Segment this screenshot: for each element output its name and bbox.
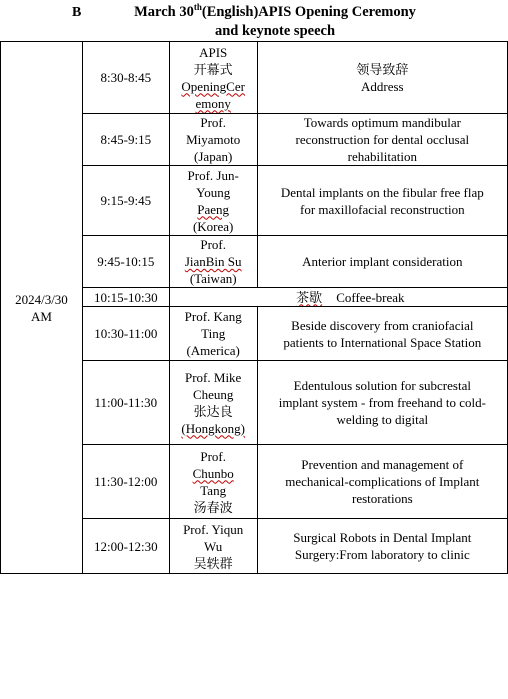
time-cell	[82, 236, 169, 288]
program-title	[100, 3, 450, 41]
topic-line: for maxillofacial reconstruction	[300, 201, 465, 217]
topic-cell	[257, 361, 507, 445]
speaker-line: Ting	[201, 326, 226, 341]
time-cell	[82, 166, 169, 236]
session-time: 9:15-9:45	[100, 193, 152, 208]
topic-line: Address	[361, 78, 404, 94]
topic-line: Dental implants on the fibular free flap	[280, 184, 484, 200]
speaker-cell	[169, 445, 257, 519]
speaker-cell	[169, 114, 257, 166]
title-text-post: (English)APIS Opening Ceremony	[201, 4, 416, 20]
time-cell	[82, 114, 169, 166]
topic-line: Beside discovery from craniofacial	[291, 317, 474, 333]
section-letter: B	[72, 5, 82, 20]
session-time: 11:00-11:30	[94, 395, 158, 410]
time-cell	[82, 42, 169, 114]
speaker-cell	[169, 307, 257, 361]
speaker-line: Prof.	[200, 115, 226, 130]
topic-line: patients to International Space Station	[283, 334, 482, 350]
date-value: 2024/3/30	[15, 291, 68, 307]
speaker-line: (Taiwan)	[189, 271, 237, 286]
topic-line: Anterior implant consideration	[302, 254, 463, 269]
topic-line: Edentulous solution for subcrestal	[293, 378, 471, 393]
speaker-line: Wu	[204, 538, 223, 554]
topic-line: reconstruction for dental occlusal	[295, 132, 470, 147]
topic-cell	[257, 166, 507, 236]
schedule-table	[0, 41, 508, 574]
speaker-line: Prof.	[200, 237, 226, 252]
title-ordinal-suffix: th	[193, 2, 202, 13]
speaker-line: 汤春波	[193, 499, 233, 515]
speaker-line: 吴轶群	[193, 555, 233, 571]
topic-cell	[257, 445, 507, 519]
session-time: 8:30-8:45	[100, 70, 152, 85]
speaker-line: (America)	[186, 343, 240, 358]
speaker-cell	[169, 166, 257, 236]
speaker-line: JianBin Su	[184, 254, 242, 269]
topic-line: Prevention and management of	[301, 457, 464, 472]
speaker-line: Cheung	[192, 386, 234, 402]
session-time: 10:30-11:00	[94, 326, 158, 341]
time-cell	[82, 361, 169, 445]
title-text-pre: March 30	[134, 4, 194, 20]
speaker-cell	[169, 236, 257, 288]
time-cell	[82, 307, 169, 361]
topic-cell	[257, 114, 507, 166]
topic-line: 领导致辞	[356, 61, 409, 77]
speaker-line: 开幕式	[193, 61, 233, 77]
topic-line: welding to digital	[336, 412, 429, 427]
time-cell	[82, 445, 169, 519]
session-time: 11:30-12:00	[94, 474, 158, 489]
topic-line: Surgical Robots in Dental Implant	[293, 530, 472, 545]
topic-line: restorations	[351, 491, 413, 506]
topic-cell	[257, 42, 507, 114]
speaker-line: Prof.	[200, 448, 226, 464]
break-time-cell	[82, 288, 169, 307]
break-label-cell	[169, 288, 507, 307]
speaker-line: (Japan)	[194, 149, 233, 164]
speaker-line: Prof. Mike	[185, 369, 242, 385]
speaker-line: Miyamoto	[186, 132, 241, 147]
speaker-line: emony	[195, 95, 231, 111]
date-period: AM	[30, 308, 52, 324]
speaker-cell	[169, 519, 257, 574]
speaker-line: Chunbo	[192, 465, 234, 481]
speaker-cell	[169, 361, 257, 445]
speaker-line: Prof. Yiqun	[183, 521, 244, 537]
session-row	[1, 42, 508, 114]
speaker-line: Paeng	[197, 201, 230, 217]
topic-line: mechanical-complications of Implant	[285, 474, 480, 489]
break-label-cn: 茶歇	[296, 289, 323, 305]
session-time: 8:45-9:15	[100, 132, 152, 147]
break-label-en: Coffee-break	[336, 289, 405, 305]
topic-cell	[257, 519, 507, 574]
break-label	[296, 289, 404, 306]
program-header	[0, 0, 508, 42]
speaker-line: Young	[196, 184, 231, 200]
break-time: 10:15-10:30	[94, 289, 158, 305]
title-subtitle: and keynote speech	[214, 23, 336, 39]
session-time: 9:45-10:15	[97, 254, 155, 269]
topic-line: Towards optimum mandibular	[303, 115, 461, 130]
speaker-line: (Korea)	[192, 218, 234, 234]
speaker-line: APIS	[199, 44, 228, 60]
topic-cell	[257, 307, 507, 361]
topic-line: Surgery:From laboratory to clinic	[294, 547, 470, 562]
date-cell	[1, 42, 83, 574]
schedule-body	[1, 42, 508, 574]
speaker-line: Prof. Kang	[184, 309, 242, 324]
speaker-line: (Hongkong)	[181, 420, 245, 436]
topic-line: implant system - from freehand to cold-	[278, 395, 486, 410]
speaker-line: Prof. Jun-	[187, 167, 239, 183]
speaker-line: 张达良	[193, 403, 233, 419]
session-time: 12:00-12:30	[94, 538, 158, 554]
speaker-cell	[169, 42, 257, 114]
speaker-line: Tang	[200, 482, 227, 498]
topic-cell	[257, 236, 507, 288]
speaker-line: OpeningCer	[181, 78, 245, 94]
time-cell	[82, 519, 169, 574]
topic-line: rehabilitation	[347, 149, 417, 164]
